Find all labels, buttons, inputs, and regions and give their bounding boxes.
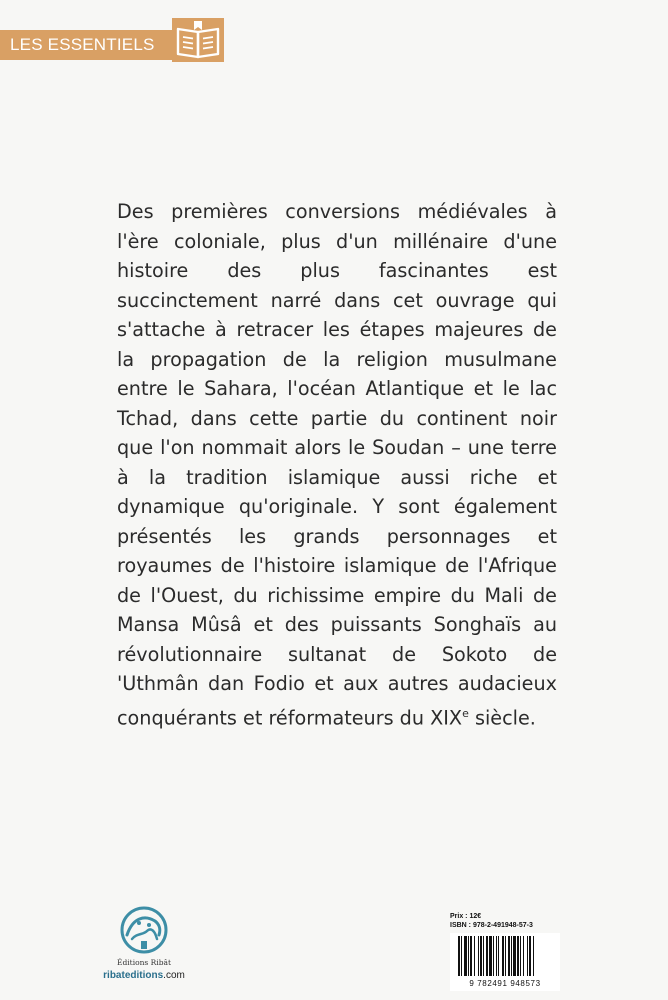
publisher-block bbox=[96, 905, 192, 981]
barcode bbox=[450, 933, 560, 991]
blurb-text-end: siècle. bbox=[468, 705, 536, 729]
back-cover-blurb bbox=[117, 197, 557, 732]
publisher-logo-icon bbox=[115, 905, 173, 955]
publisher-name: Éditions Ribât bbox=[117, 958, 171, 967]
website-tld: .com bbox=[163, 970, 185, 981]
barcode-block bbox=[450, 912, 560, 991]
website-name: ribateditions bbox=[103, 970, 164, 981]
barcode-bars-icon bbox=[458, 936, 556, 976]
blurb-paragraph bbox=[117, 197, 557, 732]
blurb-text: Des premières conversions médiévales à l'ère coloniale, plus d'un millénaire d'une histoire des plus fascinantes est succinctement narré dans cet ouvrage qui s'attache à retracer les étapes majeures de la propagation de la religion musulmane entre le Sahara, l'océan Atlantique et le lac Tchad, dans cette partie du continent noir que l'on nommait alors le Soudan – une terre à la tradition islamique aussi riche et dynamique qu'originale. Y sont également présentés les grands personnages et royaumes de l'histoire islamique de l'Afrique de l'Ouest, du richissime empire du Mali de Mansa Mûsâ et des puissants Songhaïs au révolutionnaire sultanat de Sokoto de 'Uthmân dan Fodio et aux autres audacieux conquérants et réformateurs du XIX bbox=[117, 200, 557, 729]
price: Prix : 12€ bbox=[450, 913, 482, 920]
blurb-superscript: e bbox=[462, 706, 469, 720]
series-banner bbox=[0, 30, 176, 60]
barcode-digits: 9 782491 948573 bbox=[469, 979, 541, 988]
open-book-icon bbox=[171, 17, 225, 63]
series-label: LES ESSENTIELS bbox=[10, 35, 155, 54]
isbn: ISBN : 978-2-491948-57-3 bbox=[450, 922, 533, 929]
publisher-website[interactable] bbox=[96, 970, 192, 981]
